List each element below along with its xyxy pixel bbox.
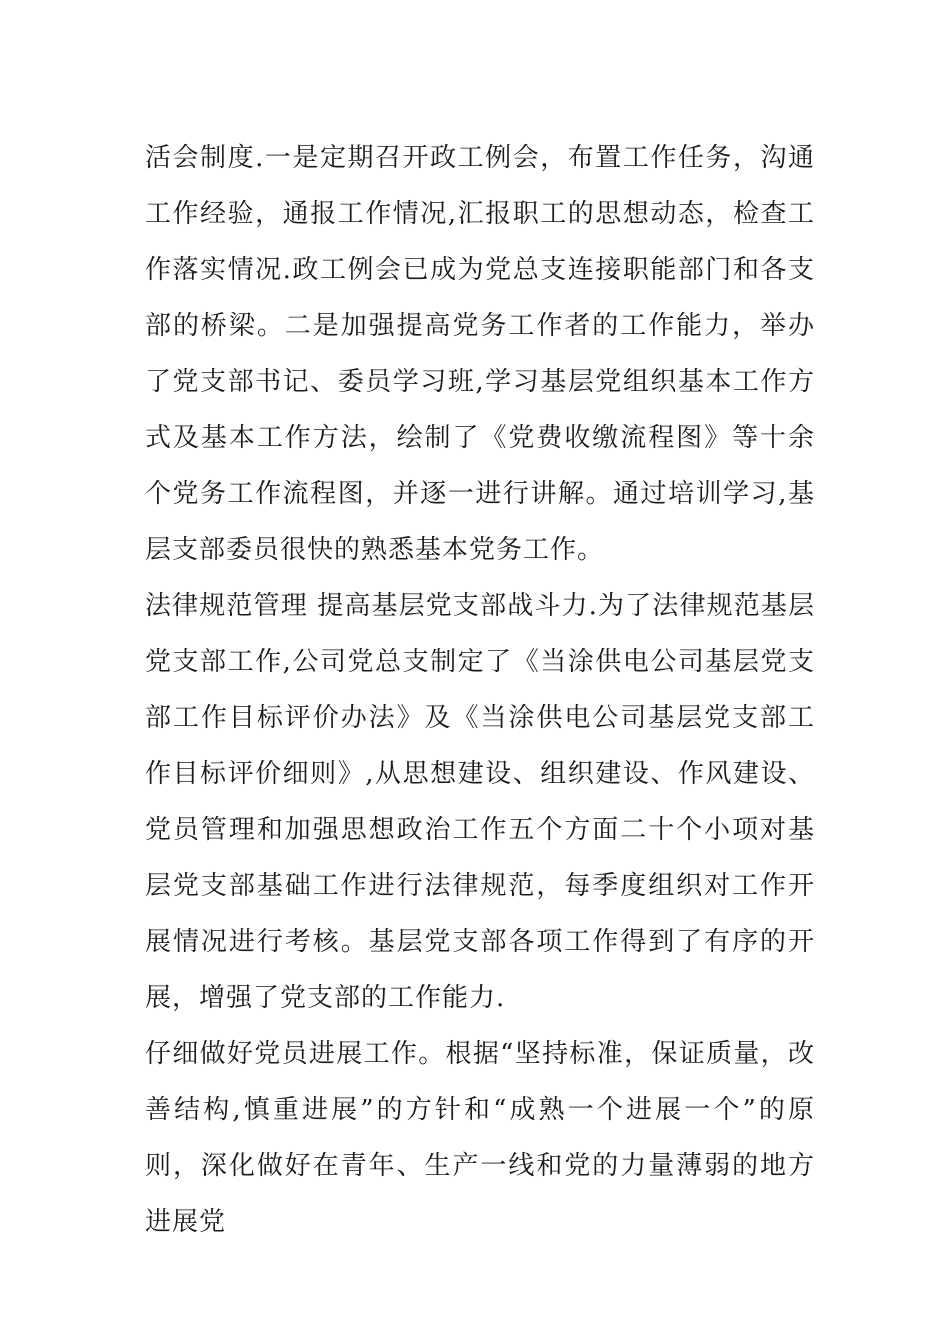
paragraph-1: 活会制度.一是定期召开政工例会，布置工作任务，沟通工作经验，通报工作情况,汇报职工的思想动态，检查工作落实情况.政工例会已成为党总支连接职能部门和各支部的桥梁。二是加强提高党务工作者的工作能力，举办了党支部书记、委员学习班,学习基层党组织基本工作方式及基本工作方法，绘制了《党费收缴流程图》等十余个党务工作流程图，并逐一进行讲解。通过培训学习,基层支部委员很快的熟悉基本党务工作。 [145,143,815,565]
paragraph-3: 仔细做好党员进展工作。根据“坚持标准，保证质量，改善结构,慎重进展”的方针和“成熟一个进展一个”的原则，深化做好在青年、生产一线和党的力量薄弱的地方进展党 [145,1039,815,1237]
document-body [145,130,815,1250]
paragraph-2: 法律规范管理 提高基层党支部战斗力.为了法律规范基层党支部工作,公司党总支制定了《当涂供电公司基层党支部工作目标评价办法》及《当涂供电公司基层党支部工作目标评价细则》,从思想建设、组织建设、作风建设、党员管理和加强思想政治工作五个方面二十个小项对基层党支部基础工作进行法律规范，每季度组织对工作开展情况进行考核。基层党支部各项工作得到了有序的开展，增强了党支部的工作能力. [145,591,815,1013]
